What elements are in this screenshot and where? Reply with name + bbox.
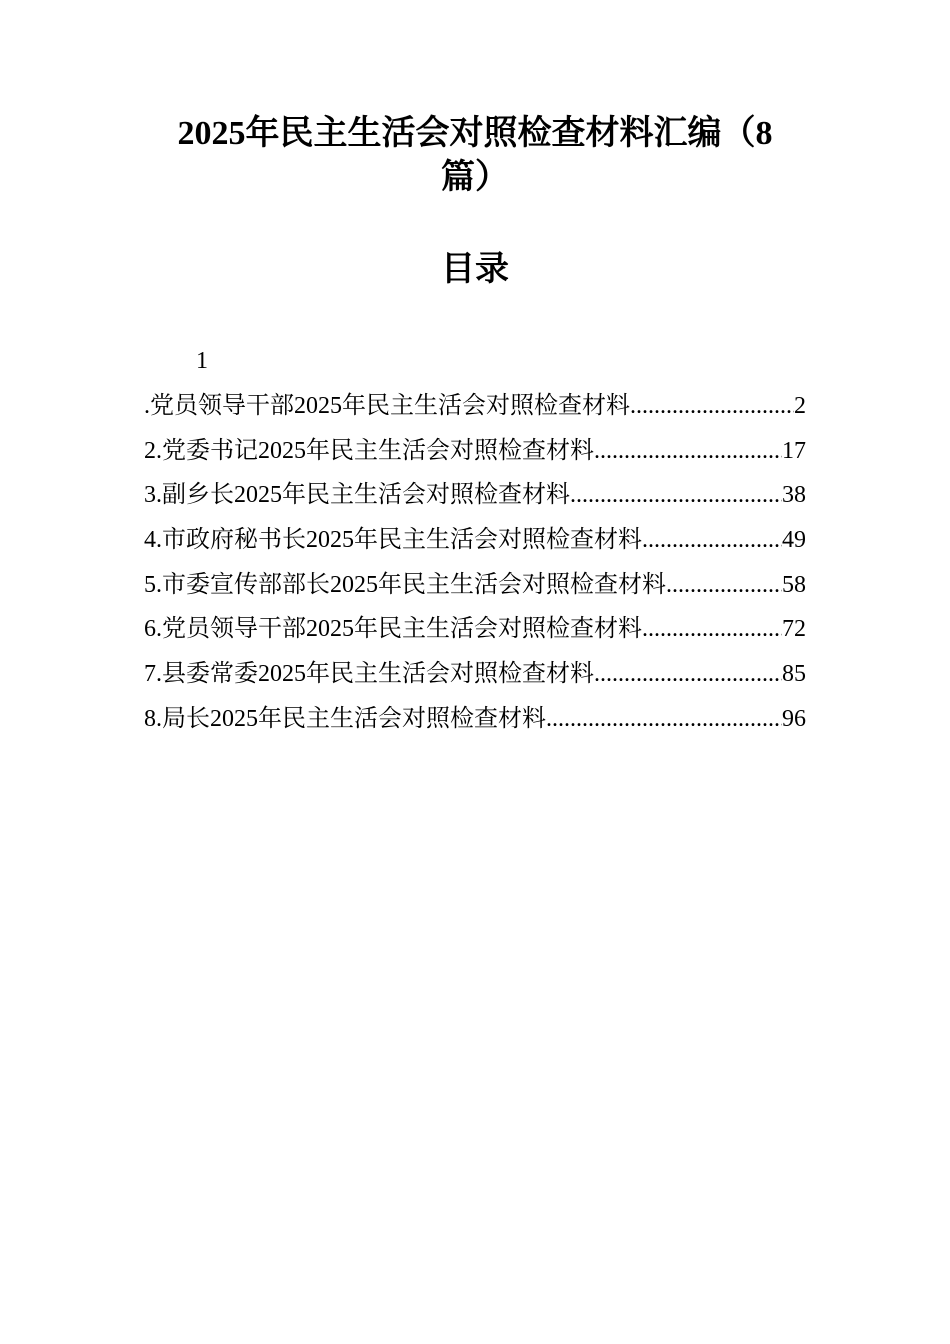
toc-entry-page: 72 <box>782 616 806 643</box>
toc-entry-text: 7.县委常委2025年民主生活会对照检查材料 <box>144 661 594 688</box>
document-title-line-1: 2025年民主生活会对照检查材料汇编（8 <box>177 115 773 152</box>
toc-entry-text: 3.副乡长2025年民主生活会对照检查材料 <box>144 482 570 509</box>
document-title <box>150 112 800 200</box>
toc-entry[interactable] <box>144 522 806 567</box>
toc-dot-leader <box>642 611 782 647</box>
toc-entry[interactable] <box>144 433 806 478</box>
toc-dot-leader <box>570 477 782 513</box>
toc-entry-page: 49 <box>782 527 806 554</box>
toc-entry-text: 8.局长2025年民主生活会对照检查材料 <box>144 705 546 732</box>
toc-entry-page: 85 <box>782 661 806 688</box>
toc-dot-leader <box>666 567 782 603</box>
toc-entry-page: 58 <box>782 571 806 598</box>
toc-dot-leader <box>594 656 782 692</box>
toc-entry-page: 2 <box>794 393 806 419</box>
toc-list <box>144 388 806 746</box>
toc-dot-leader <box>594 433 782 469</box>
toc-entry-text: 6.党员领导干部2025年民主生活会对照检查材料 <box>144 616 642 643</box>
toc-entry-text: 5.市委宣传部部长2025年民主生活会对照检查材料 <box>144 571 666 598</box>
toc-entry[interactable] <box>144 701 806 746</box>
document-title-line-2: 篇） <box>441 159 509 196</box>
toc-entry-text: .党员领导干部2025年民主生活会对照检查材料 <box>144 393 630 419</box>
toc-entry-page: 17 <box>782 437 806 464</box>
toc-dot-leader <box>546 701 782 737</box>
toc-heading: 目录 <box>441 251 509 288</box>
toc-entry[interactable] <box>144 656 806 701</box>
toc-dot-leader <box>642 522 782 558</box>
toc-entry[interactable] <box>144 567 806 612</box>
toc-entry[interactable] <box>144 611 806 656</box>
toc-entry-text: 2.党委书记2025年民主生活会对照检查材料 <box>144 437 594 464</box>
toc-entry[interactable] <box>144 477 806 522</box>
toc-entry[interactable] <box>144 388 806 433</box>
toc-entry-text: 4.市政府秘书长2025年民主生活会对照检查材料 <box>144 527 642 554</box>
toc-stray-number: 1 <box>196 348 208 374</box>
toc-entry-page: 96 <box>782 705 806 732</box>
toc-entry-page: 38 <box>782 482 806 509</box>
toc-dot-leader <box>630 388 794 424</box>
